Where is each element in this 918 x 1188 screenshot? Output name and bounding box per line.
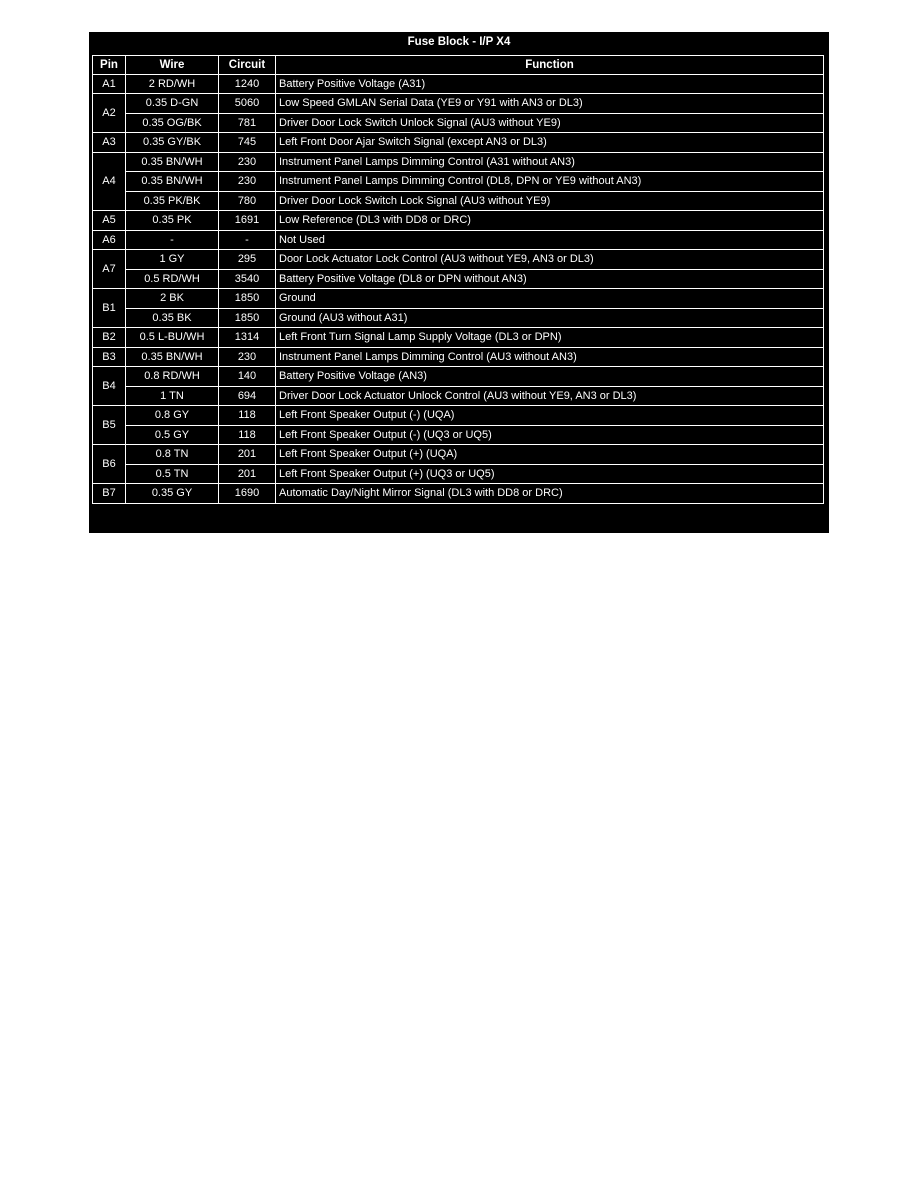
circuit-cell: 230	[219, 153, 276, 173]
function-cell: Not Used	[276, 231, 824, 251]
function-cell: Left Front Speaker Output (-) (UQA)	[276, 406, 824, 426]
wire-cell: 0.35 PK	[126, 211, 219, 231]
wire-cell: 0.5 TN	[126, 465, 219, 485]
function-cell: Instrument Panel Lamps Dimming Control (AU3 without AN3)	[276, 348, 824, 368]
circuit-cell: -	[219, 231, 276, 251]
table-row	[92, 309, 824, 329]
function-cell: Low Speed GMLAN Serial Data (YE9 or Y91 with AN3 or DL3)	[276, 94, 824, 114]
wire-cell: 0.35 BN/WH	[126, 153, 219, 173]
pin-cell: B6	[92, 445, 126, 484]
function-cell: Ground	[276, 289, 824, 309]
table-title: Fuse Block - I/P X4	[407, 36, 511, 48]
table-row	[92, 387, 824, 407]
table-body	[92, 75, 824, 504]
table-row	[92, 114, 824, 134]
wire-cell: 1 GY	[126, 250, 219, 270]
table-row	[92, 367, 824, 387]
pinout-table	[92, 55, 824, 504]
header-pin: Pin	[92, 55, 126, 75]
wire-cell: 0.8 TN	[126, 445, 219, 465]
pin-cell: B1	[92, 289, 126, 328]
circuit-cell: 118	[219, 406, 276, 426]
table-row	[92, 484, 824, 504]
pin-cell: B4	[92, 367, 126, 406]
function-cell: Left Front Speaker Output (-) (UQ3 or UQ5)	[276, 426, 824, 446]
function-cell: Instrument Panel Lamps Dimming Control (DL8, DPN or YE9 without AN3)	[276, 172, 824, 192]
header-row	[92, 55, 824, 75]
wire-cell: 0.35 OG/BK	[126, 114, 219, 134]
table-row	[92, 270, 824, 290]
pin-cell: B2	[92, 328, 126, 348]
function-cell: Left Front Turn Signal Lamp Supply Voltage (DL3 or DPN)	[276, 328, 824, 348]
function-cell: Driver Door Lock Switch Lock Signal (AU3 without YE9)	[276, 192, 824, 212]
pin-cell: B3	[92, 348, 126, 368]
circuit-cell: 118	[219, 426, 276, 446]
wire-cell: 0.35 BN/WH	[126, 172, 219, 192]
function-cell: Driver Door Lock Actuator Unlock Control (AU3 without YE9, AN3 or DL3)	[276, 387, 824, 407]
circuit-cell: 140	[219, 367, 276, 387]
table-row	[92, 192, 824, 212]
circuit-cell: 1690	[219, 484, 276, 504]
wire-cell: 0.35 BK	[126, 309, 219, 329]
table-row	[92, 153, 824, 173]
pin-cell: B7	[92, 484, 126, 504]
circuit-cell: 1850	[219, 289, 276, 309]
wire-cell: 0.35 D-GN	[126, 94, 219, 114]
circuit-cell: 230	[219, 348, 276, 368]
circuit-cell: 230	[219, 172, 276, 192]
circuit-cell: 201	[219, 445, 276, 465]
function-cell: Left Front Speaker Output (+) (UQA)	[276, 445, 824, 465]
function-cell: Low Reference (DL3 with DD8 or DRC)	[276, 211, 824, 231]
function-cell: Battery Positive Voltage (A31)	[276, 75, 824, 95]
wire-cell: 2 RD/WH	[126, 75, 219, 95]
table-row	[92, 231, 824, 251]
pin-cell: B5	[92, 406, 126, 445]
function-cell: Left Front Speaker Output (+) (UQ3 or UQ5)	[276, 465, 824, 485]
table-row	[92, 465, 824, 485]
table-row	[92, 250, 824, 270]
circuit-cell: 1240	[219, 75, 276, 95]
pin-cell: A2	[92, 94, 126, 133]
wire-cell: 0.8 GY	[126, 406, 219, 426]
circuit-cell: 3540	[219, 270, 276, 290]
pin-cell: A4	[92, 153, 126, 212]
circuit-cell: 694	[219, 387, 276, 407]
header-function: Function	[276, 55, 824, 75]
function-cell: Automatic Day/Night Mirror Signal (DL3 with DD8 or DRC)	[276, 484, 824, 504]
circuit-cell: 1691	[219, 211, 276, 231]
header-circuit: Circuit	[219, 55, 276, 75]
wire-cell: 0.35 GY	[126, 484, 219, 504]
table-row	[92, 133, 824, 153]
circuit-cell: 1850	[219, 309, 276, 329]
wire-cell: 0.35 PK/BK	[126, 192, 219, 212]
function-cell: Door Lock Actuator Lock Control (AU3 without YE9, AN3 or DL3)	[276, 250, 824, 270]
table-row	[92, 211, 824, 231]
wire-cell: 1 TN	[126, 387, 219, 407]
wire-cell: 2 BK	[126, 289, 219, 309]
table-row	[92, 445, 824, 465]
pin-cell: A3	[92, 133, 126, 153]
table-row	[92, 289, 824, 309]
function-cell: Driver Door Lock Switch Unlock Signal (AU3 without YE9)	[276, 114, 824, 134]
circuit-cell: 201	[219, 465, 276, 485]
pin-cell: A1	[92, 75, 126, 95]
wire-cell: -	[126, 231, 219, 251]
function-cell: Battery Positive Voltage (AN3)	[276, 367, 824, 387]
circuit-cell: 5060	[219, 94, 276, 114]
function-cell: Ground (AU3 without A31)	[276, 309, 824, 329]
table-row	[92, 172, 824, 192]
table-row	[92, 348, 824, 368]
function-cell: Battery Positive Voltage (DL8 or DPN without AN3)	[276, 270, 824, 290]
wire-cell: 0.8 RD/WH	[126, 367, 219, 387]
circuit-cell: 745	[219, 133, 276, 153]
pin-cell: A7	[92, 250, 126, 289]
table-row	[92, 94, 824, 114]
pin-cell: A6	[92, 231, 126, 251]
header-wire: Wire	[126, 55, 219, 75]
table-row	[92, 426, 824, 446]
circuit-cell: 780	[219, 192, 276, 212]
wire-cell: 0.35 GY/BK	[126, 133, 219, 153]
table-row	[92, 75, 824, 95]
wire-cell: 0.5 L-BU/WH	[126, 328, 219, 348]
pin-cell: A5	[92, 211, 126, 231]
circuit-cell: 1314	[219, 328, 276, 348]
wire-cell: 0.35 BN/WH	[126, 348, 219, 368]
circuit-cell: 781	[219, 114, 276, 134]
function-cell: Instrument Panel Lamps Dimming Control (A31 without AN3)	[276, 153, 824, 173]
function-cell: Left Front Door Ajar Switch Signal (except AN3 or DL3)	[276, 133, 824, 153]
wire-cell: 0.5 GY	[126, 426, 219, 446]
connector-table-frame	[89, 32, 829, 533]
table-row	[92, 328, 824, 348]
circuit-cell: 295	[219, 250, 276, 270]
table-row	[92, 406, 824, 426]
wire-cell: 0.5 RD/WH	[126, 270, 219, 290]
